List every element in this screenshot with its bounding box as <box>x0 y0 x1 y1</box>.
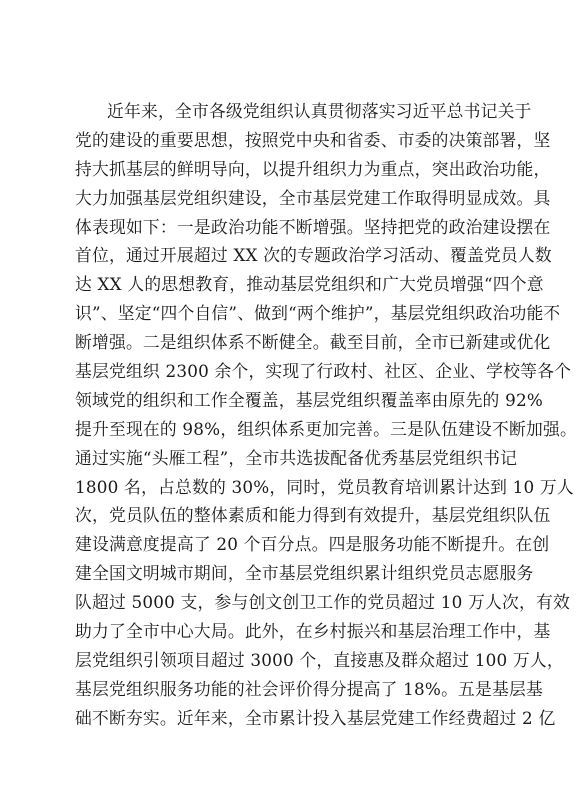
paragraph-line: 队超过 5000 支，参与创文创卫工作的党员超过 10 万人次，有效 <box>75 592 570 613</box>
paragraph-line: 建设满意度提高了 20 个百分点。四是服务功能不断提升。在创 <box>75 534 550 555</box>
paragraph-line: 识”、坚定“四个自信”、做到“两个维护”，基层党组织政治功能不 <box>75 303 561 324</box>
paragraph-line: 1800 名，占总数的 30%，同时，党员教育培训累计达到 10 万人 <box>75 476 574 497</box>
paragraph-line: 大力加强基层党组织建设，全市基层党建工作取得明显成效。具 <box>75 187 551 208</box>
paragraph-line: 持大抓基层的鲜明导向，以提升组织力为重点，突出政治功能， <box>75 158 551 179</box>
paragraph-line: 通过实施“头雁工程”，全市共选拔配备优秀基层党组织书记 <box>75 447 518 468</box>
paragraph-line: 达 XX 人的思想教育，推动基层党组织和广大党员增强“四个意 <box>75 274 544 295</box>
paragraph-line: 次，党员队伍的整体素质和能力得到有效提升，基层党组织队伍 <box>75 505 551 526</box>
paragraph-line: 首位，通过开展超过 XX 次的专题政治学习活动、覆盖党员人数 <box>75 245 552 266</box>
body-paragraph <box>75 97 577 733</box>
paragraph-line: 断增强。二是组织体系不断健全。截至目前，全市已新建或优化 <box>75 332 551 353</box>
paragraph-line: 建全国文明城市期间，全市基层党组织累计组织党员志愿服务 <box>75 563 534 584</box>
paragraph-line: 基层党组织服务功能的社会评价得分提高了 18%。五是基层基 <box>75 678 543 699</box>
paragraph-line: 础不断夯实。近年来，全市累计投入基层党建工作经费超过 2 亿 <box>75 707 556 728</box>
paragraph-line: 提升至现在的 98%，组织体系更加完善。三是队伍建设不断加强。 <box>75 418 577 439</box>
paragraph-line: 近年来，全市各级党组织认真贯彻落实习近平总书记关于 <box>107 101 532 121</box>
paragraph-line: 领域党的组织和工作全覆盖，基层党组织覆盖率由原先的 92% <box>75 389 543 410</box>
paragraph-line: 党的建设的重要思想，按照党中央和省委、市委的决策部署，坚 <box>75 129 551 150</box>
paragraph-line: 助力了全市中心大局。此外，在乡村振兴和基层治理工作中，基 <box>75 621 551 642</box>
paragraph-line: 基层党组织 2300 余个，实现了行政村、社区、企业、学校等各个 <box>75 361 572 382</box>
paragraph-line: 体表现如下：一是政治功能不断增强。坚持把党的政治建设摆在 <box>75 216 551 237</box>
paragraph-line: 层党组织引领项目超过 3000 个，直接惠及群众超过 100 万人， <box>75 649 564 670</box>
